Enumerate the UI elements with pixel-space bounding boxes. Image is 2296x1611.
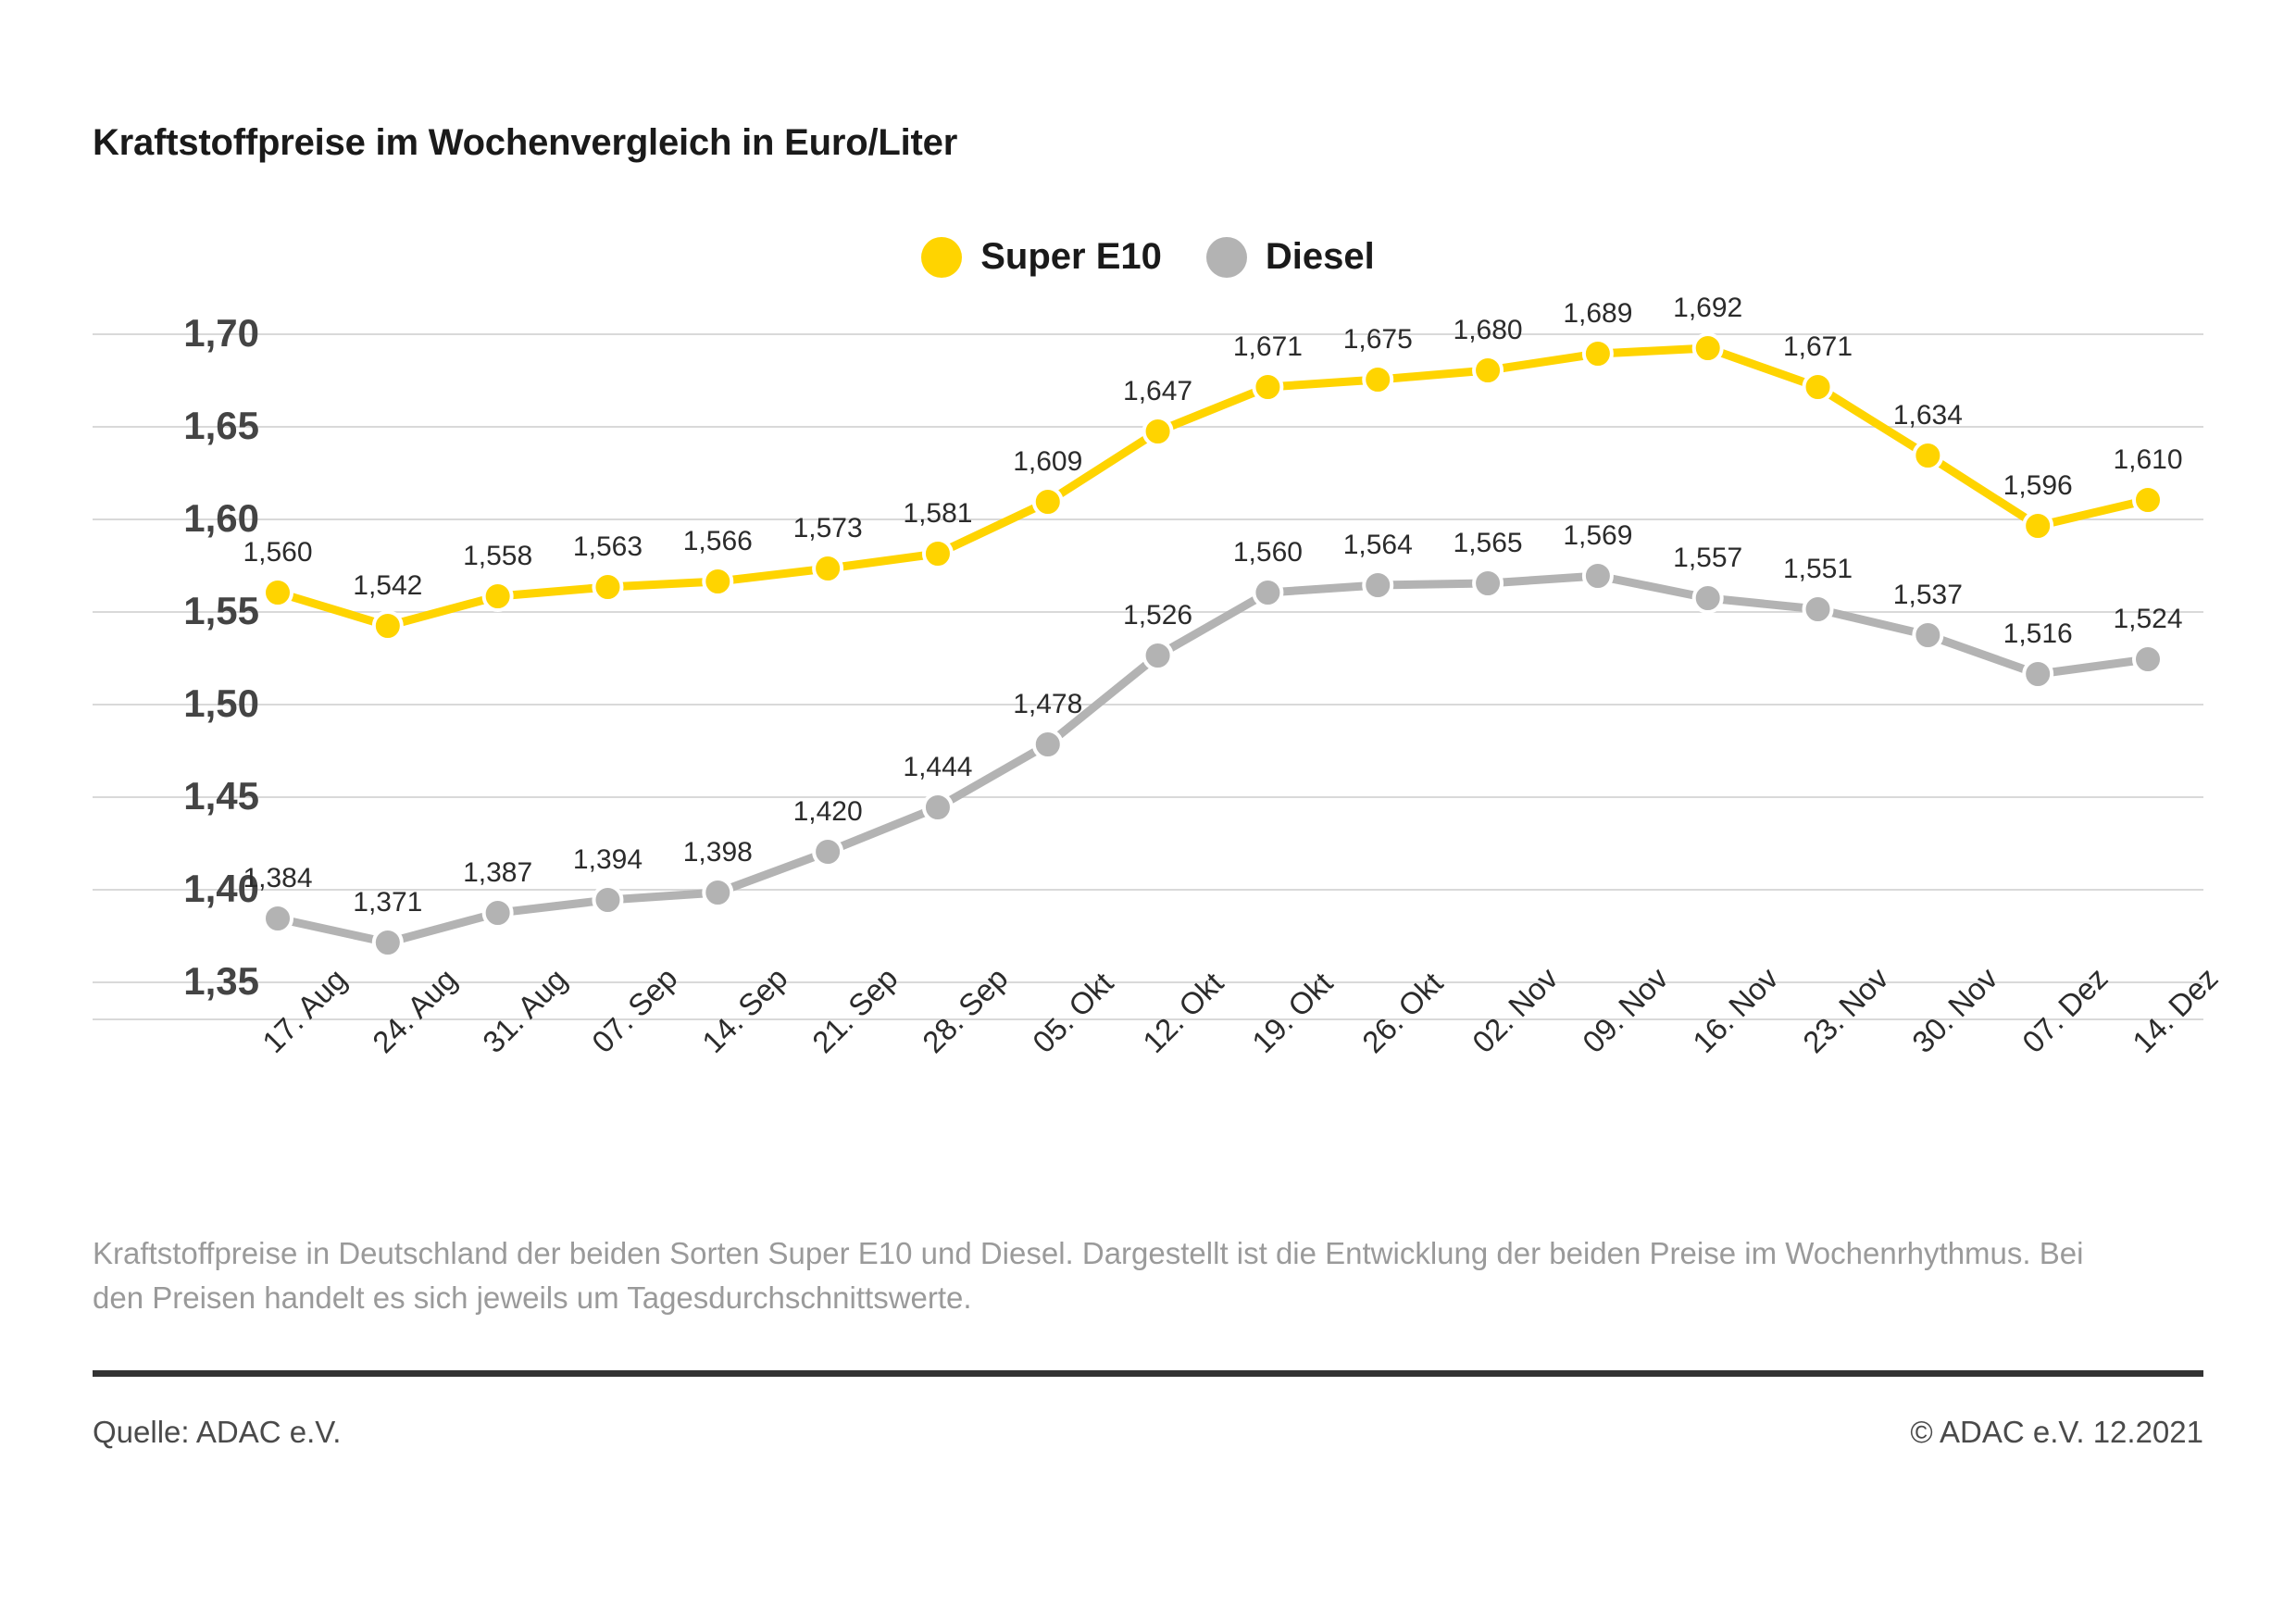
data-point-label: 1,478 bbox=[1013, 689, 1083, 719]
series-line-diesel bbox=[278, 576, 2148, 943]
data-point-marker bbox=[1034, 731, 1062, 758]
data-point-label: 1,537 bbox=[1892, 580, 1963, 610]
data-point-marker bbox=[1144, 418, 1172, 445]
data-point-label: 1,634 bbox=[1892, 400, 1963, 431]
data-point-label: 1,609 bbox=[1013, 446, 1083, 477]
data-point-label: 1,680 bbox=[1453, 315, 1523, 345]
data-point-label: 1,647 bbox=[1123, 376, 1193, 406]
data-point-label: 1,371 bbox=[353, 887, 423, 918]
data-point-marker bbox=[1914, 442, 1941, 469]
data-point-marker bbox=[484, 899, 512, 927]
y-axis-tick-label: 1,50 bbox=[183, 681, 259, 725]
data-point-marker bbox=[264, 579, 292, 606]
y-axis-tick-label: 1,55 bbox=[183, 589, 259, 632]
series-line-super-e10 bbox=[278, 348, 2148, 626]
chart-annotation: Kraftstoffpreise in Deutschland der beiden Sorten Super E10 und Diesel. Dargestellt ist die Entwicklung der beiden Preise im Wochenrhythmus. Bei den Preisen handelt es sich jeweils um Tagesdurchschnittswerte. bbox=[93, 1236, 2084, 1315]
data-point-marker bbox=[374, 929, 402, 956]
x-axis-tick-label: 07. Dez bbox=[2015, 960, 2115, 1060]
data-point-marker bbox=[924, 793, 952, 821]
x-axis-tick-label: 26. Okt bbox=[1355, 965, 1450, 1060]
data-point-label: 1,420 bbox=[792, 796, 863, 827]
data-point-marker bbox=[1914, 621, 1941, 649]
x-axis-tick-label: 14. Sep bbox=[695, 960, 794, 1060]
data-point-marker bbox=[593, 573, 621, 601]
data-point-label: 1,387 bbox=[463, 857, 533, 888]
data-point-label: 1,551 bbox=[1782, 554, 1853, 584]
data-point-marker bbox=[1584, 340, 1612, 368]
data-point-marker bbox=[814, 555, 842, 582]
data-point-label: 1,524 bbox=[2113, 604, 2183, 634]
data-point-marker bbox=[1034, 488, 1062, 516]
data-point-label: 1,569 bbox=[1563, 520, 1633, 551]
data-point-marker bbox=[1804, 595, 1832, 623]
x-axis-tick-label: 31. Aug bbox=[475, 961, 573, 1060]
data-point-label: 1,560 bbox=[243, 537, 313, 568]
data-point-marker bbox=[1694, 584, 1722, 612]
data-point-label: 1,444 bbox=[903, 752, 973, 782]
x-axis-tick-label: 02. Nov bbox=[1466, 960, 1565, 1060]
data-point-marker bbox=[1364, 366, 1391, 393]
data-point-marker bbox=[484, 582, 512, 610]
x-axis-tick-label: 30. Nov bbox=[1905, 960, 2004, 1060]
x-axis-tick-label: 24. Aug bbox=[365, 961, 464, 1060]
data-point-label: 1,581 bbox=[903, 498, 973, 529]
data-point-marker bbox=[924, 540, 952, 568]
data-point-marker bbox=[2024, 660, 2052, 688]
data-point-label: 1,671 bbox=[1232, 331, 1303, 362]
data-point-label: 1,560 bbox=[1232, 537, 1303, 568]
page-title: Kraftstoffpreise im Wochenvergleich in Euro/Liter bbox=[93, 122, 958, 163]
y-axis-tick-label: 1,70 bbox=[183, 311, 259, 355]
legend-item-super-e10 bbox=[921, 236, 1162, 278]
data-point-marker bbox=[704, 879, 731, 906]
x-axis-tick-label: 16. Nov bbox=[1685, 960, 1785, 1060]
data-point-marker bbox=[264, 905, 292, 932]
x-axis-tick-label: 05. Okt bbox=[1025, 965, 1120, 1060]
data-point-label: 1,398 bbox=[682, 837, 753, 868]
data-point-label: 1,516 bbox=[2003, 618, 2073, 649]
data-point-label: 1,542 bbox=[353, 570, 423, 601]
legend-item-diesel bbox=[1206, 236, 1375, 278]
footer-divider bbox=[93, 1370, 2203, 1377]
y-axis-tick-label: 1,40 bbox=[183, 867, 259, 910]
x-axis-tick-label: 14. Dez bbox=[2126, 960, 2225, 1060]
data-point-marker bbox=[1254, 579, 1281, 606]
legend-color-swatch-super-e10 bbox=[921, 237, 962, 278]
x-axis-tick-label: 07. Sep bbox=[585, 960, 685, 1060]
legend-label-super-e10: Super E10 bbox=[980, 236, 1162, 277]
data-point-marker bbox=[2134, 486, 2162, 514]
data-point-label: 1,692 bbox=[1673, 293, 1743, 323]
copyright-text: © ADAC e.V. 12.2021 bbox=[1910, 1415, 2203, 1449]
y-axis-tick-label: 1,60 bbox=[183, 496, 259, 540]
data-point-marker bbox=[1804, 373, 1832, 401]
data-point-marker bbox=[814, 838, 842, 866]
data-point-marker bbox=[2024, 512, 2052, 540]
x-axis-tick-label: 09. Nov bbox=[1575, 960, 1675, 1060]
data-point-label: 1,526 bbox=[1123, 600, 1193, 631]
data-point-label: 1,671 bbox=[1782, 331, 1853, 362]
legend-color-swatch-diesel bbox=[1206, 237, 1247, 278]
data-point-label: 1,394 bbox=[572, 844, 643, 875]
x-axis-tick-label: 23. Nov bbox=[1795, 960, 1895, 1060]
data-point-label: 1,610 bbox=[2113, 444, 2183, 475]
legend-label-diesel: Diesel bbox=[1265, 236, 1375, 277]
data-point-marker bbox=[1474, 356, 1502, 384]
data-point-label: 1,596 bbox=[2003, 470, 2073, 501]
data-point-marker bbox=[1254, 373, 1281, 401]
data-point-label: 1,558 bbox=[463, 541, 533, 571]
data-point-label: 1,566 bbox=[682, 526, 753, 556]
data-point-marker bbox=[1584, 562, 1612, 590]
x-axis-tick-label: 19. Okt bbox=[1245, 965, 1340, 1060]
data-point-label: 1,573 bbox=[792, 513, 863, 543]
y-axis-tick-label: 1,35 bbox=[183, 959, 259, 1003]
data-point-label: 1,563 bbox=[572, 531, 643, 562]
data-point-marker bbox=[1474, 569, 1502, 597]
chart-legend bbox=[0, 236, 2296, 278]
x-axis-tick-label: 12. Okt bbox=[1135, 965, 1229, 1060]
data-point-marker bbox=[1144, 642, 1172, 669]
data-point-marker bbox=[1694, 334, 1722, 362]
plot-area bbox=[93, 293, 2203, 1018]
data-point-marker bbox=[704, 568, 731, 595]
x-axis-tick-label: 17. Aug bbox=[256, 961, 354, 1060]
data-point-label: 1,689 bbox=[1563, 298, 1633, 329]
y-axis-tick-label: 1,65 bbox=[183, 404, 259, 447]
data-point-marker bbox=[593, 886, 621, 914]
source-text: Quelle: ADAC e.V. bbox=[93, 1415, 342, 1449]
data-point-label: 1,675 bbox=[1342, 324, 1413, 355]
data-point-label: 1,557 bbox=[1673, 543, 1743, 573]
data-point-label: 1,565 bbox=[1453, 528, 1523, 558]
data-point-marker bbox=[2134, 645, 2162, 673]
x-axis-tick-label: 28. Sep bbox=[915, 960, 1015, 1060]
data-point-marker bbox=[374, 612, 402, 640]
data-point-label: 1,564 bbox=[1342, 530, 1413, 560]
data-point-marker bbox=[1364, 571, 1391, 599]
x-axis-tick-label: 21. Sep bbox=[805, 960, 905, 1060]
y-axis-tick-label: 1,45 bbox=[183, 774, 259, 818]
data-point-label: 1,384 bbox=[243, 863, 313, 893]
